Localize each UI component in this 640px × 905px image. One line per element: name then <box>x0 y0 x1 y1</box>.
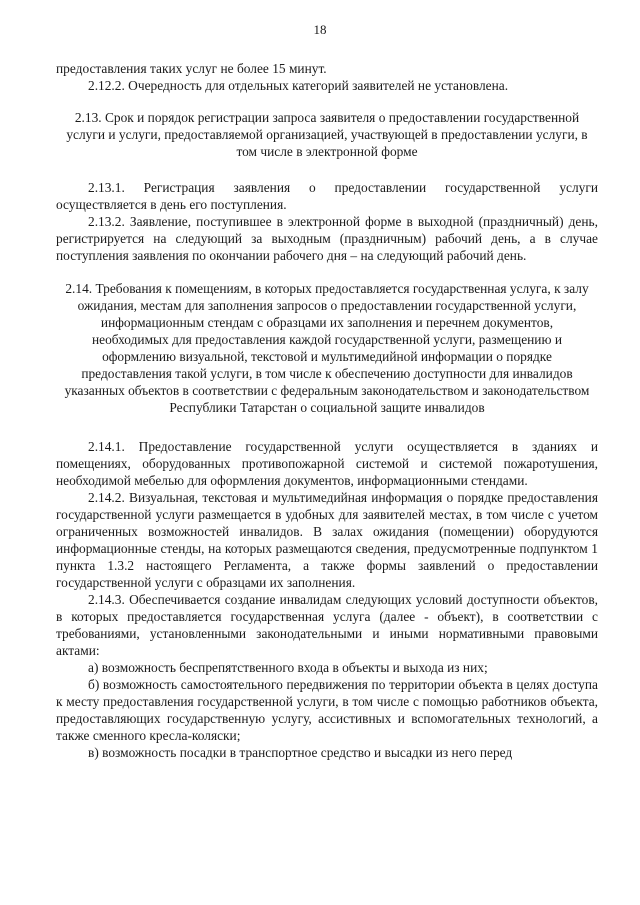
paragraph-2-14-3: 2.14.3. Обеспечивается создание инвалидам следующих условий доступности объектов, в которых предоставляется государственная услуга (далее - объект), в соответствии с требованиями, установленными законодательными и иными нормативными правовыми актами: <box>56 592 598 658</box>
paragraph-2-13-1: 2.13.1. Регистрация заявления о предоставлении государственной услуги осуществляется в день его поступления. <box>56 180 598 212</box>
list-item-c: в) возможность посадки в транспортное средство и высадки из него перед <box>88 745 513 760</box>
page-content <box>56 60 598 761</box>
list-item-b: б) возможность самостоятельного передвижения по территории объекта в целях доступа к месту предоставления государственной услуги, в том числе с помощью работников объекта, предоставляющих государственную услугу, ассистивных и вспомогательных технологий, а также сменного кресла-коляски; <box>56 677 598 743</box>
paragraph-2-13-2: 2.13.2. Заявление, поступившее в электронной форме в выходной (праздничный) день, регистрируется на следующий за выходным (праздничным) рабочий день, а в случае поступления заявления по окончании рабочего дня – на следующий рабочий день. <box>56 214 598 263</box>
page-number: 18 <box>313 22 327 37</box>
paragraph-2-14-1: 2.14.1. Предоставление государственной услуги осуществляется в зданиях и помещениях, оборудованных противопожарной системой и системой пожаротушения, необходимой мебелью для оформления документов, информационными стендами. <box>56 439 598 488</box>
continuation-paragraph: предоставления таких услуг не более 15 минут. <box>56 61 327 76</box>
section-heading-2-14: 2.14. Требования к помещениям, в которых предоставляется государственная услуга, к залу ожидания, местам для заполнения запросов о предоставлении государственной услуги, информационным стендам с образцами их заполнения и перечнем документов, необходимых для предоставления каждой государственной услуги, размещению и оформлению визуальной, текстовой и мультимедийной информации о порядке предоставления такой услуги, в том числе к обеспечению доступности для инвалидов указанных объектов в соответствии с федеральным законодательством и законодательством Республики Татарстан о социальной защите инвалидов <box>64 281 590 415</box>
paragraph-2-14-2: 2.14.2. Визуальная, текстовая и мультимедийная информация о порядке предоставления государственной услуги размещается в удобных для заявителей местах, в том числе с учетом ограниченных возможностей инвалидов. В залах ожидания (помещении) оборудуются информационные стенды, на которых размещаются сведения, предусмотренные подпунктом 1 пункта 1.3.2 настоящего Регламента, а также формы заявлений о предоставлении государственной услуги с образцами их заполнения. <box>56 490 598 590</box>
list-item-a: а) возможность беспрепятственного входа в объекты и выхода из них; <box>88 660 488 675</box>
section-heading-2-13: 2.13. Срок и порядок регистрации запроса заявителя о предоставлении государственной услуги и услуги, предоставляемой организацией, участвующей в предоставлении услуги, в том числе в электронной форме <box>66 110 588 159</box>
paragraph-2-12-2: 2.12.2. Очередность для отдельных категорий заявителей не установлена. <box>88 78 509 93</box>
